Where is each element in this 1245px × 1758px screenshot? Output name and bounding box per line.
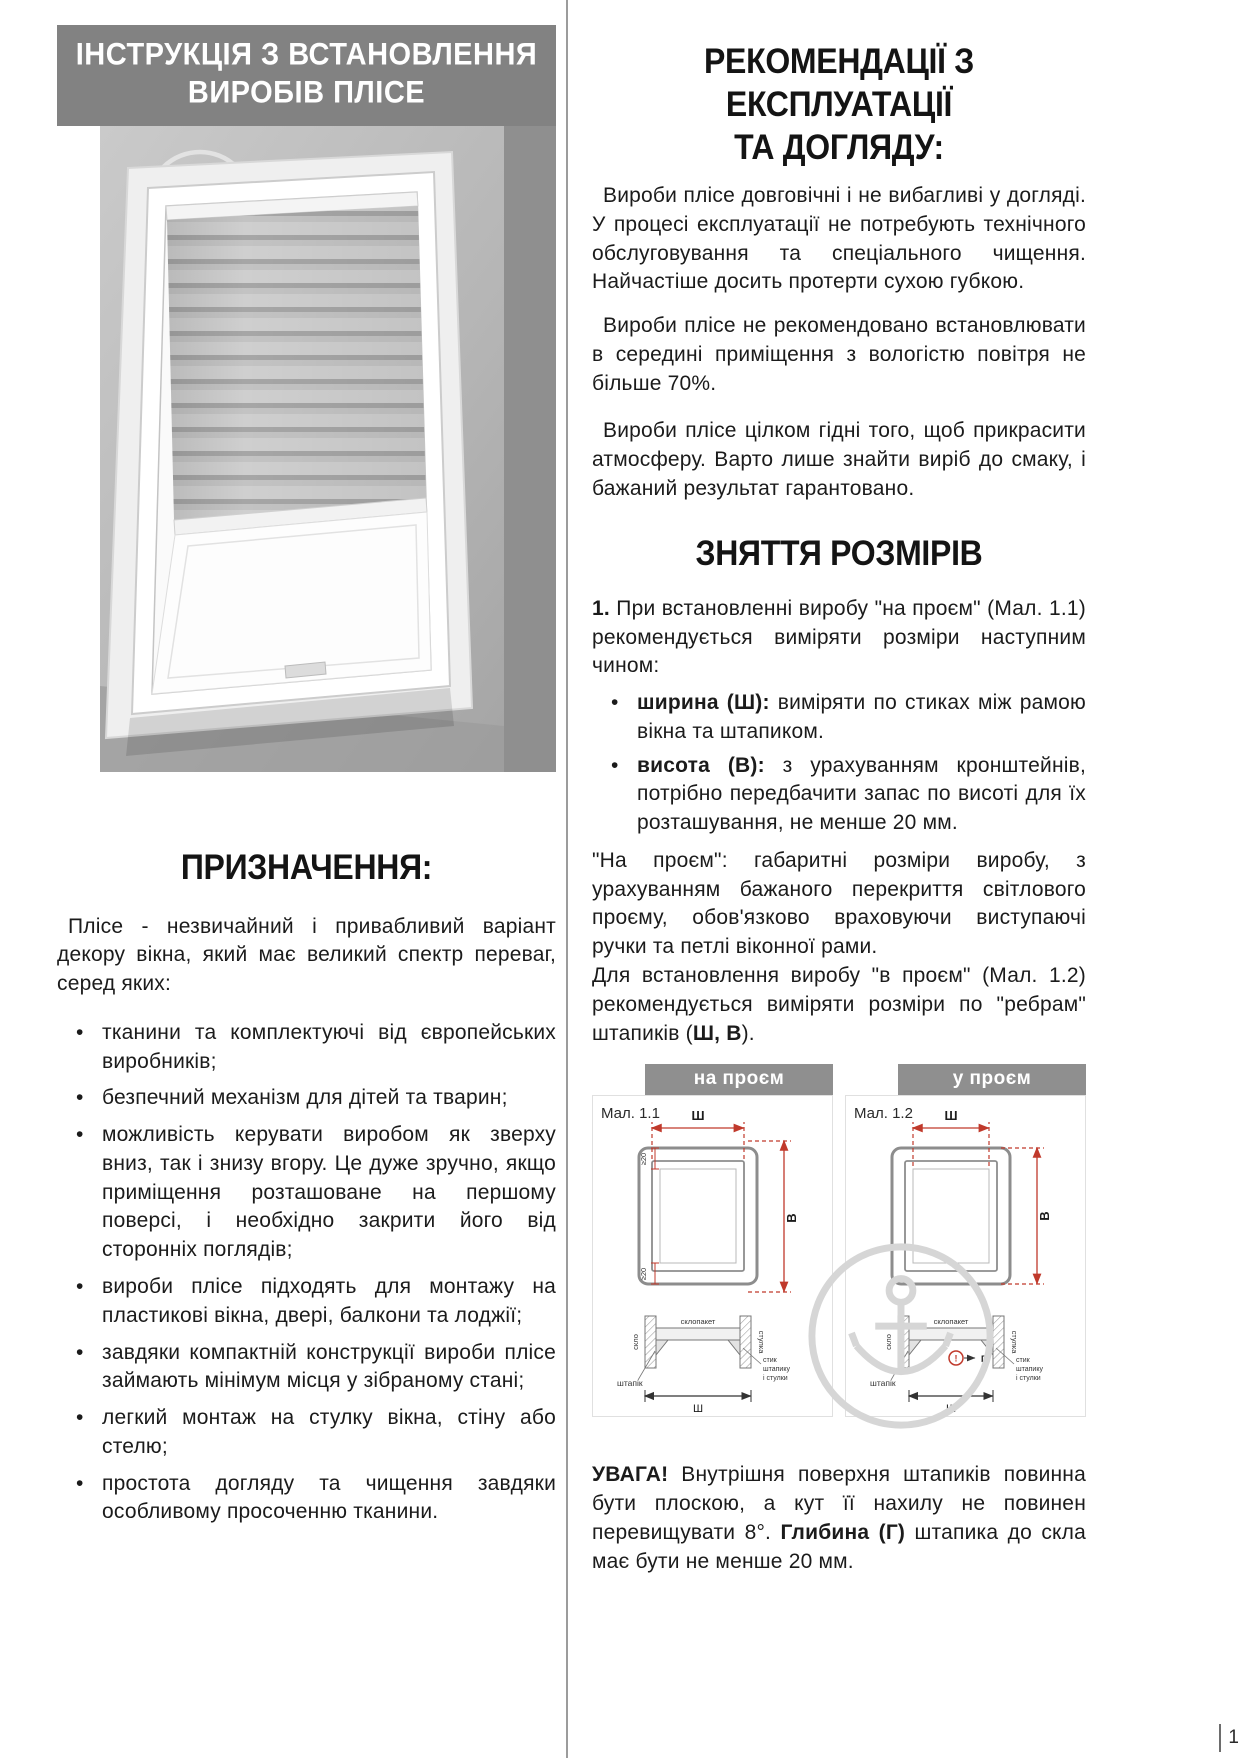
list-item [57,1470,556,1528]
joint-label-1: стик [1016,1357,1030,1365]
header-line-2: ВИРОБІВ ПЛІСЕ [187,75,426,111]
instruction-header [57,25,556,126]
depth-dimension-label: Г [981,1354,987,1365]
care-title-line-1: РЕКОМЕНДАЦІЇ З ЕКСПЛУАТАЦІЇ [704,41,974,124]
figure-band: на проєм [645,1064,833,1095]
care-title-line-2: ТА ДОГЛЯДУ: [734,127,944,167]
na-proem-paragraph: "На проєм": габаритні розміри виробу, з урахуванням бажаного перекриття світлового проєму, обов'язково враховуючи виступаючі ручки та петлі віконної рами. [592,848,1086,959]
figure-caption: Мал. 1.2 [854,1105,913,1123]
window-illustration [100,126,556,772]
width-dimension-label: Ш [692,1403,704,1416]
bullet-marker: • [76,1274,84,1298]
sash-label: стулка [1010,1330,1019,1354]
warning-exclamation: ! [954,1353,958,1364]
column-divider [566,0,568,1758]
bullet-marker: • [76,1471,84,1495]
glass-label: скло [884,1334,893,1351]
bullet-marker: • [76,1340,84,1364]
joint-label-1: стик [763,1357,777,1365]
list-item-text: простота догляду та чищення завдяки особливому просоченню тканини. [102,1471,556,1524]
joint-label-3: і стулки [1016,1375,1041,1383]
v-proem-dimensions: Ш, В [692,1021,742,1045]
step-text: При встановленні виробу "на проєм" (Мал. 1.1) рекомендується виміряти розміри наступним чином: [592,596,1086,678]
min-20-label: ≥20 [639,1153,648,1166]
warning-text-1: Внутрішня поверхня штапиків повинна бути плоскою, а кут її нахилу не повинен перевищувати 8°. [592,1463,1086,1544]
measuring-title: ЗНЯТТЯ РОЗМІРІВ [695,532,983,573]
list-item-text [637,752,1086,838]
window-frame-drawing [639,1148,757,1284]
width-dimension-label: Ш [944,1108,958,1124]
bullet-marker: • [611,753,619,777]
wall-shadow-band [504,126,556,772]
list-item-text [637,689,1086,747]
list-item-text: легкий монтаж на стулку вікна, стіну або стелю; [102,1406,556,1458]
care-paragraph-1: Вироби плісе довговічні і не вибагливі у догляді. У процесі експлуатації не потребують технічного обслуговування та спеціального чищення. Найчастіше досить протерти сухою губкою. [592,184,1086,294]
list-item [592,752,1086,838]
list-item [57,1019,556,1077]
list-item-text: тканини та комплектуючі від європейських виробників; [102,1020,556,1073]
figure-band: у проєм [898,1064,1086,1095]
window-frame-drawing [892,1148,1010,1284]
list-item-text: завдяки компактній конструкції вироби плісе займають мінімум місця у зібраному стані; [102,1340,556,1393]
page-number-divider [1219,1724,1221,1752]
warning-paragraph [592,1461,1086,1576]
width-dimension-label: Ш [691,1108,705,1124]
purpose-list [57,1019,556,1527]
sash-label: стулка [757,1330,766,1354]
figures-row [592,1064,1086,1417]
measure-term: висота (В): [637,753,765,777]
list-item [57,1084,556,1113]
purpose-intro: Плісе - незвичайний і привабливий варіант декору вікна, який має великий спектр переваг, серед яких: [57,914,556,996]
measure-step [592,595,1086,681]
list-item-text: можливість керувати виробом як зверху вниз, так і знизу вгору. Це дуже зручно, якщо приміщення розташоване на першому поверсі, і необхідно закрити його від сторонніх поглядів; [102,1123,556,1262]
header-line-1: ІНСТРУКЦІЯ З ВСТАНОВЛЕННЯ [75,37,538,73]
list-item-text: безпечний механізм для дітей та тварин; [102,1086,508,1110]
glazing-unit-label: склопакет [680,1317,716,1327]
bead-label: штапік [617,1378,643,1389]
right-column [592,41,1087,1576]
bead-label: штапік [870,1378,896,1389]
glass-label: скло [631,1334,640,1351]
measure-desc: виміряти по стиках між рамою вікна та штапиком. [637,691,1086,743]
pleated-blind-shade [167,206,426,520]
joint-label-2: штапику [763,1366,790,1374]
figure-body [845,1095,1086,1417]
figure-caption: Мал. 1.1 [601,1105,660,1123]
measure-list [592,689,1086,838]
list-item [592,689,1086,747]
list-item-text: вироби плісе підходять для монтажу на пластикові вікна, двері, балкони та лоджії; [102,1274,556,1327]
min-20-label: ≥20 [639,1268,648,1281]
bullet-marker: • [76,1406,84,1430]
purpose-title: ПРИЗНАЧЕННЯ: [180,846,433,887]
height-dimension-label: В [1037,1211,1052,1221]
page-number [1219,1724,1239,1752]
warning-text-2: штапика до скла має бути не менше 20 мм. [592,1520,1087,1573]
bottom-width-dimension [645,1390,751,1415]
measure-term: ширина (Ш): [637,691,770,715]
measure-desc: з урахуванням кронштейнів, потрібно передбачити запас по висоті для їх розташування, не менше 20 мм. [637,753,1086,835]
list-item [57,1121,556,1265]
depth-warning-mark [949,1351,986,1365]
height-dimension-label: В [784,1213,799,1223]
width-dimension-label: Ш [945,1403,957,1416]
care-paragraph-3: Вироби плісе цілком гідні того, щоб прикрасити атмосферу. Варто лише знайти виріб до смаку, і бажаний результат гарантовано. [592,419,1086,500]
joint-label-2: штапику [1016,1366,1043,1374]
joint-label-3: і стулки [763,1375,788,1383]
bead-cross-section [617,1316,790,1388]
figure-na-proem [592,1064,833,1417]
bullet-marker: • [76,1123,84,1147]
list-item [57,1404,556,1462]
window-photo [100,126,556,772]
warning-label: УВАГА! [592,1463,669,1487]
v-proem-text-1: Для встановлення виробу "в проєм" (Мал. 1.2) рекомендується виміряти розміри по "ребрам" штапиків ( [592,963,1086,1045]
care-paragraph-2: Вироби плісе не рекомендовано встановлювати в середині приміщення з вологістю повітря не більше 70%. [592,314,1086,395]
list-item [57,1273,556,1331]
page-number-value: 1 [1228,1727,1239,1748]
window-diagram-na-proem [593,1096,832,1416]
window-diagram-u-proem [846,1096,1085,1416]
bullet-marker: • [76,1020,84,1044]
warning-depth-term: Глибина (Г) [780,1520,906,1544]
figure-u-proem [845,1064,1086,1417]
bead-cross-section [870,1316,1043,1388]
step-number: 1. [592,596,610,620]
figure-body [592,1095,833,1417]
left-column [57,25,556,1527]
bottom-width-dimension [909,1390,993,1415]
bullet-marker: • [76,1086,84,1110]
glazing-unit-label: склопакет [933,1317,969,1327]
v-proem-paragraph [592,962,1086,1048]
list-item [57,1339,556,1397]
v-proem-text-2: ). [741,1021,755,1045]
care-title [592,40,1086,169]
bullet-marker: • [611,691,619,715]
